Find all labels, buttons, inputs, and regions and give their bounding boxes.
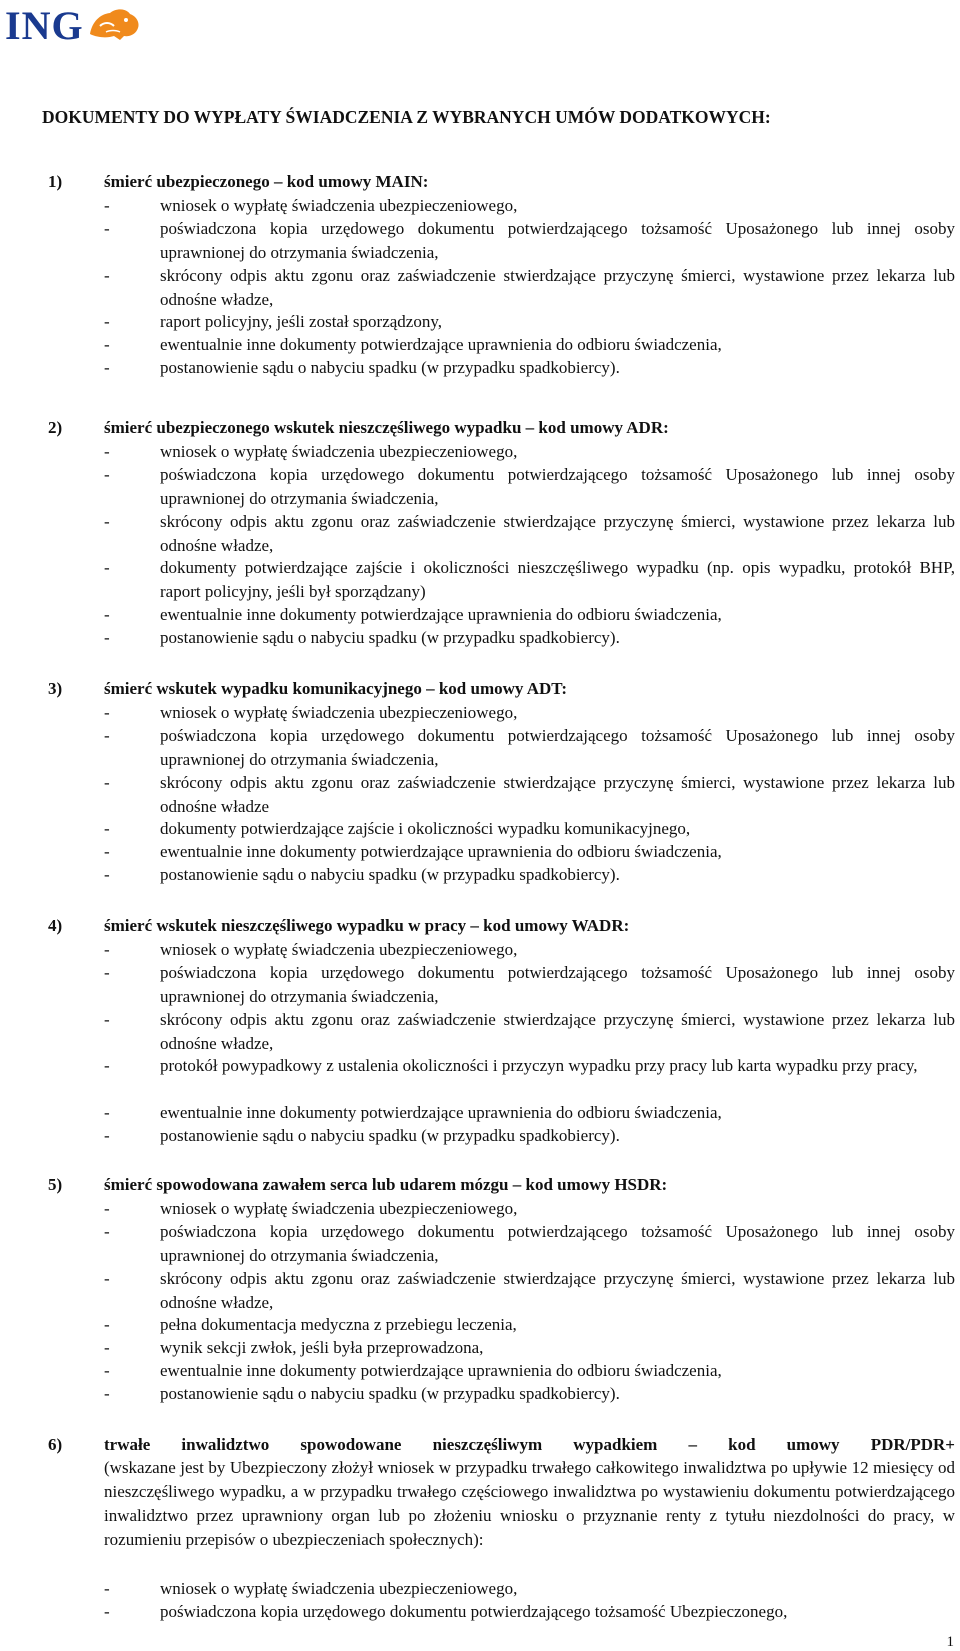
section-number: 6) (48, 1435, 63, 1454)
section-title: śmierć wskutek nieszczęśliwego wypadku w pracy – kod umowy WADR: (104, 916, 630, 935)
logo-text: ING (5, 3, 84, 48)
section-number: 3) (48, 679, 63, 698)
section-title: śmierć ubezpieczonego – kod umowy MAIN: (104, 172, 429, 191)
section-title: śmierć wskutek wypadku komunikacyjnego – kod umowy ADT: (104, 679, 568, 698)
section-number: 5) (48, 1175, 63, 1194)
section-number: 2) (48, 418, 63, 437)
ing-logo (5, 3, 144, 50)
section-number: 1) (48, 172, 63, 191)
lion-icon (86, 4, 144, 47)
section-title: śmierć ubezpieczonego wskutek nieszczęśliwego wypadku – kod umowy ADR: (104, 418, 669, 437)
section-title: trwałe inwalidztwo spowodowane nieszczęśliwym wypadkiem – kod umowy PDR/PDR+ (104, 1435, 955, 1454)
section-title: śmierć spowodowana zawałem serca lub udarem mózgu – kod umowy HSDR: (104, 1175, 668, 1194)
page-number: 1 (946, 1634, 954, 1650)
section-number: 4) (48, 916, 63, 935)
section-note: (wskazane jest by Ubezpieczony złożył wniosek w przypadku trwałego całkowitego inwalidztwa po upływie 12 miesięcy od nieszczęśliwego wypadku, a w przypadku trwałego częściowego inwalidztwa po wystawieniu dokumentu potwierdzającego inwalidztwo przez uprawniony organ lub po złożeniu wniosku o przyznanie renty z tytułu niezdolności do pracy, w rozumieniu przepisów o ubezpieczeniach społecznych): (104, 1458, 955, 1549)
document-title: DOKUMENTY DO WYPŁATY ŚWIADCZENIA Z WYBRANYCH UMÓW DODATKOWYCH: (42, 107, 771, 127)
